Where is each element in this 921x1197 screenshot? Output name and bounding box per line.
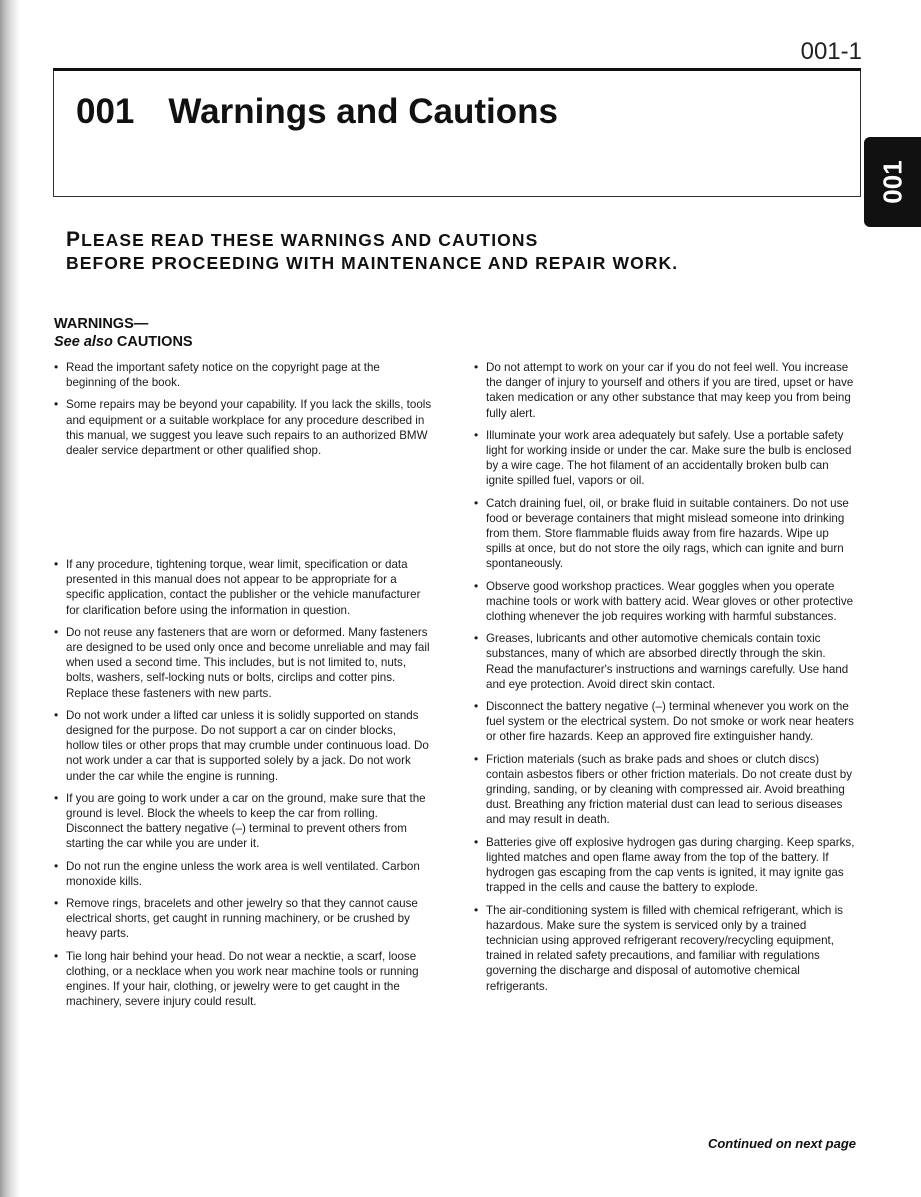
warning-item: • Do not attempt to work on your car if you do not feel well. You increase the danger of injury to yourself and others if you are tired, upset or have taken medication or any other substance that may keep you from being fully alert. bbox=[474, 360, 856, 421]
chapter-title-text: Warnings and Cautions bbox=[168, 92, 558, 131]
page-number: 001-1 bbox=[800, 38, 862, 65]
side-tab-label: 001 bbox=[877, 160, 907, 204]
section-side-tab bbox=[864, 137, 921, 227]
warning-item: • The air-conditioning system is filled with chemical refrigerant, which is hazardous. Make sure the system is serviced only by a trained technician using approved refrigerant recovery/recycling equipment, trained in related safety precautions, and familiar with regulations governing the discharge and disposal of automotive chemical refrigerants. bbox=[474, 903, 856, 994]
chapter-number: 001 bbox=[76, 92, 135, 131]
warning-item: • Do not work under a lifted car unless it is solidly supported on stands designed for the purpose. Do not support a car on cinder blocks, hollow tiles or other props that may crumble under continuous load. Do not work under a car that is supported solely by a jack. Do not work under the car while the engine is running. bbox=[54, 708, 432, 784]
warning-item: • If any procedure, tightening torque, wear limit, specification or data presented in this manual does not appear to be appropriate for a specific application, contact the publisher or the vehicle manufacturer for clarification before using the information in question. bbox=[54, 557, 432, 618]
chapter-title-box bbox=[53, 69, 861, 197]
warning-item: • Catch draining fuel, oil, or brake fluid in suitable containers. Do not use food or beverage containers that might mislead someone into drinking from them. Store flammable fluids away from fire hazards. Wipe up spills at once, but do not store the oily rags, which can ignite and burn spontaneously. bbox=[474, 496, 856, 572]
warning-item: • Observe good workshop practices. Wear goggles when you operate machine tools or work with battery acid. Wear gloves or other protective clothing whenever the job requires working with harmful substances. bbox=[474, 579, 856, 625]
continued-note: Continued on next page bbox=[707, 1136, 856, 1151]
warning-item: • Some repairs may be beyond your capability. If you lack the skills, tools and equipment or a suitable workplace for any procedure described in this manual, we suggest you leave such repairs to an authorized BMW dealer service department or other qualified shop. bbox=[54, 397, 432, 458]
banner-line-2: BEFORE PROCEEDING WITH MAINTENANCE AND REPAIR WORK. bbox=[66, 253, 679, 273]
warnings-heading bbox=[54, 315, 193, 351]
warning-item: • Greases, lubricants and other automotive chemicals contain toxic substances, many of which are absorbed directly through the skin. Read the manufacturer's instructions and warnings carefully. Use hand and eye protection. Avoid direct skin contact. bbox=[474, 631, 856, 692]
warnings-list-left-bottom bbox=[54, 557, 432, 1016]
see-also-reference: See also CAUTIONS bbox=[54, 334, 193, 350]
chapter-title bbox=[76, 92, 558, 132]
warning-item: • Disconnect the battery negative (–) terminal whenever you work on the fuel system or the electrical system. Do not smoke or work near heaters or other fire hazards. Keep an approved fire extinguisher handy. bbox=[474, 699, 856, 745]
warning-item: • Illuminate your work area adequately but safely. Use a portable safety light for working inside or under the car. Make sure the bulb is enclosed by a wire cage. The hot filament of an accidentally broken bulb can ignite spilled fuel, vapors or oil. bbox=[474, 428, 856, 489]
warning-item: • Tie long hair behind your head. Do not wear a necktie, a scarf, loose clothing, or a necklace when you work near machine tools or running engines. If your hair, clothing, or jewelry were to get caught in the machinery, severe injury could result. bbox=[54, 949, 432, 1010]
warning-banner bbox=[66, 228, 826, 275]
warning-item: • Do not reuse any fasteners that are worn or deformed. Many fasteners are designed to be used only once and become unreliable and may fail when used a second time. This includes, but is not limited to, nuts, bolts, washers, self-locking nuts or bolts, circlips and cotter pins. Replace these fasteners with new parts. bbox=[54, 625, 432, 701]
warning-item: • Remove rings, bracelets and other jewelry so that they cannot cause electrical shorts, get caught in running machinery, or be crushed by heavy parts. bbox=[54, 896, 432, 942]
warnings-list-left-top bbox=[54, 360, 432, 465]
page-binding-shadow bbox=[0, 0, 20, 1197]
warning-item: • Read the important safety notice on the copyright page at the beginning of the book. bbox=[54, 360, 432, 390]
warnings-heading-title: WARNINGS— bbox=[54, 316, 149, 332]
warning-item: • Friction materials (such as brake pads and shoes or clutch discs) contain asbestos fibers or other friction materials. Do not create dust by grinding, sanding, or by cleaning with compressed air. Avoid breathing dust. Breathing any friction material dust can lead to serious diseases and may result in death. bbox=[474, 752, 856, 828]
banner-line-1: PLEASE READ THESE WARNINGS AND CAUTIONS bbox=[66, 228, 539, 251]
warnings-list-right bbox=[474, 360, 856, 1001]
warning-item: • Batteries give off explosive hydrogen gas during charging. Keep sparks, lighted matches and open flame away from the top of the battery. If hydrogen gas escaping from the cap vents is ignited, it may ignite gas trapped in the cells and cause the battery to explode. bbox=[474, 835, 856, 896]
warning-item: • Do not run the engine unless the work area is well ventilated. Carbon monoxide kills. bbox=[54, 859, 432, 889]
warning-item: • If you are going to work under a car on the ground, make sure that the ground is level. Block the wheels to keep the car from rolling. Disconnect the battery negative (–) terminal to prevent others from starting the car while you are under it. bbox=[54, 791, 432, 852]
